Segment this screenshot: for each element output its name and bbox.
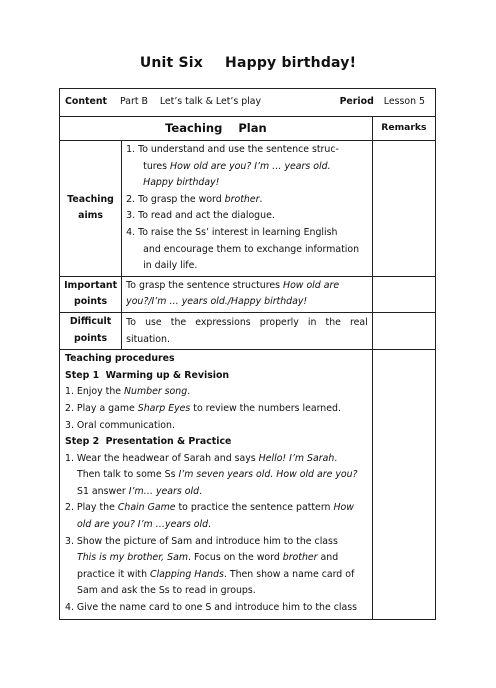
teaching-procedures-content bbox=[60, 350, 373, 620]
important-remarks-cell bbox=[372, 276, 435, 312]
important-label-line2: points bbox=[74, 296, 108, 308]
teaching-aims-row bbox=[60, 141, 436, 277]
aim-1-text: tures bbox=[143, 160, 171, 172]
aims-remarks-cell bbox=[372, 141, 435, 277]
aim-4-line1: 4. To raise the Ss’ interest in learning English bbox=[126, 226, 338, 238]
s2-2b-end: . bbox=[208, 519, 212, 531]
step-2-item-4-line1: 4. Give the name card to one S and introduce him to the class bbox=[65, 602, 357, 614]
s2-1a-quote: Hello! I’m Sarah bbox=[258, 452, 335, 464]
aim-1-line1: 1. To understand and use the sentence struc- bbox=[126, 144, 339, 155]
s2-3c-end: . Then show a name card of bbox=[223, 568, 355, 580]
aim-1-pattern: How old are you? I’m … years old. bbox=[170, 160, 331, 172]
step-2-item-1-line2 bbox=[65, 467, 368, 484]
s1-1-text: 1. Enjoy the bbox=[65, 386, 125, 398]
s2-3b-word: brother bbox=[282, 552, 318, 564]
s2-3c-text: practice it with bbox=[77, 568, 151, 580]
aim-2-word: brother bbox=[224, 193, 260, 205]
step-2-item-3-line3 bbox=[65, 567, 368, 584]
aim-1-line3: Happy birthday! bbox=[143, 177, 220, 189]
teaching-plan-heading: Teaching Plan bbox=[60, 117, 373, 141]
header-row bbox=[60, 89, 436, 117]
s2-2a-mid: to practice the sentence pattern bbox=[175, 502, 334, 514]
procedures-heading: Teaching procedures bbox=[65, 353, 175, 365]
aims-label-line2: aims bbox=[78, 210, 104, 222]
lesson-plan-table bbox=[59, 88, 436, 620]
step-2-item-3-line4: Sam and ask the Ss to read in groups. bbox=[77, 585, 256, 597]
important-label-line1: Important bbox=[64, 279, 118, 291]
s2-2a-pattern: How bbox=[333, 502, 354, 514]
step-2-item-1-line1 bbox=[65, 451, 368, 468]
aim-4-line2: and encourage them to exchange information bbox=[143, 243, 360, 255]
s2-3b-end: and bbox=[317, 552, 339, 564]
remarks-heading: Remarks bbox=[372, 117, 435, 141]
difficult-line2: situation. bbox=[126, 333, 170, 345]
step-1-item-1 bbox=[65, 384, 368, 401]
s2-1c-end: . bbox=[199, 485, 203, 497]
plan-title-row bbox=[60, 117, 436, 141]
teaching-aims-label bbox=[60, 141, 122, 277]
important-line2: you?/I’m … years old./Happy birthday! bbox=[126, 296, 308, 308]
difficult-line1: To use the expressions properly in the real bbox=[126, 316, 368, 328]
s2-1c-text: S1 answer bbox=[77, 485, 129, 497]
teaching-aims-content bbox=[122, 141, 373, 277]
step-2-item-3-line2 bbox=[65, 550, 368, 567]
s1-2-end: to review the numbers learned. bbox=[190, 402, 341, 414]
s2-1b-quote: I’m seven years old. How old are you? bbox=[178, 469, 358, 481]
important-line1 bbox=[126, 278, 368, 295]
important-points-label bbox=[60, 276, 122, 312]
step-2-item-2-line1 bbox=[65, 500, 368, 517]
important-points-row bbox=[60, 276, 436, 312]
s2-2b-pattern: old are you? I’m …years old bbox=[77, 519, 209, 531]
period-label: Period bbox=[339, 96, 374, 108]
s1-2-game: Sharp Eyes bbox=[137, 402, 191, 414]
step-2-heading: Step 2 Presentation & Practice bbox=[65, 436, 232, 448]
difficult-points-row bbox=[60, 312, 436, 349]
title-unit: Unit Six bbox=[139, 55, 204, 71]
aim-2 bbox=[126, 192, 368, 209]
aim-2-text: 2. To grasp the word bbox=[126, 193, 225, 205]
step-1-item-3: 3. Oral communication. bbox=[65, 419, 175, 431]
step-2-item-1-line3 bbox=[65, 484, 368, 501]
difficult-remarks-cell bbox=[372, 312, 435, 349]
step-1-heading: Step 1 Warming up & Revision bbox=[65, 369, 230, 381]
difficult-label-line1: Difficult bbox=[69, 316, 112, 328]
s2-2a-game: Chain Game bbox=[117, 502, 176, 514]
step-2-item-3-line1: 3. Show the picture of Sam and introduce him to the class bbox=[65, 535, 338, 547]
step-1-item-2 bbox=[65, 401, 368, 418]
important-pattern-a: How old are bbox=[283, 279, 340, 291]
aim-1-line2 bbox=[126, 159, 368, 176]
s2-3c-game: Clapping Hands bbox=[150, 568, 224, 580]
difficult-label-line2: points bbox=[74, 333, 108, 345]
aims-label-line1: Teaching bbox=[67, 193, 114, 205]
s1-2-text: 2. Play a game bbox=[65, 402, 138, 414]
aim-3: 3. To read and act the dialogue. bbox=[126, 210, 275, 222]
content-value: Part B Let’s talk & Let’s play bbox=[119, 96, 262, 108]
procedures-row bbox=[60, 350, 436, 620]
s2-1a-end: . bbox=[334, 452, 338, 464]
s2-2a-text: 2. Play the bbox=[65, 502, 118, 514]
title-lesson-name: Happy birthday! bbox=[225, 55, 357, 71]
important-text: To grasp the sentence structures bbox=[126, 279, 284, 291]
procedures-remarks-cell bbox=[372, 350, 435, 620]
step-2-item-2-line2 bbox=[65, 517, 368, 534]
difficult-points-content bbox=[122, 312, 373, 349]
aim-4-line3: in daily life. bbox=[143, 260, 198, 272]
s2-3b-mid: . Focus on the word bbox=[187, 552, 283, 564]
s1-1-end: . bbox=[187, 386, 191, 398]
s2-3b-quote: This is my brother, Sam bbox=[77, 552, 188, 564]
difficult-points-label bbox=[60, 312, 122, 349]
s2-1c-quote: I’m… years old bbox=[128, 485, 200, 497]
important-points-content bbox=[122, 276, 373, 312]
aim-2-end: . bbox=[259, 193, 263, 205]
content-label: Content bbox=[65, 96, 107, 108]
s2-1b-text: Then talk to some Ss bbox=[77, 469, 179, 481]
document-title bbox=[0, 55, 496, 71]
period-value: Lesson 5 bbox=[383, 96, 425, 108]
s1-1-song: Number song bbox=[124, 386, 188, 398]
s2-1a-text: 1. Wear the headwear of Sarah and says bbox=[65, 452, 259, 464]
